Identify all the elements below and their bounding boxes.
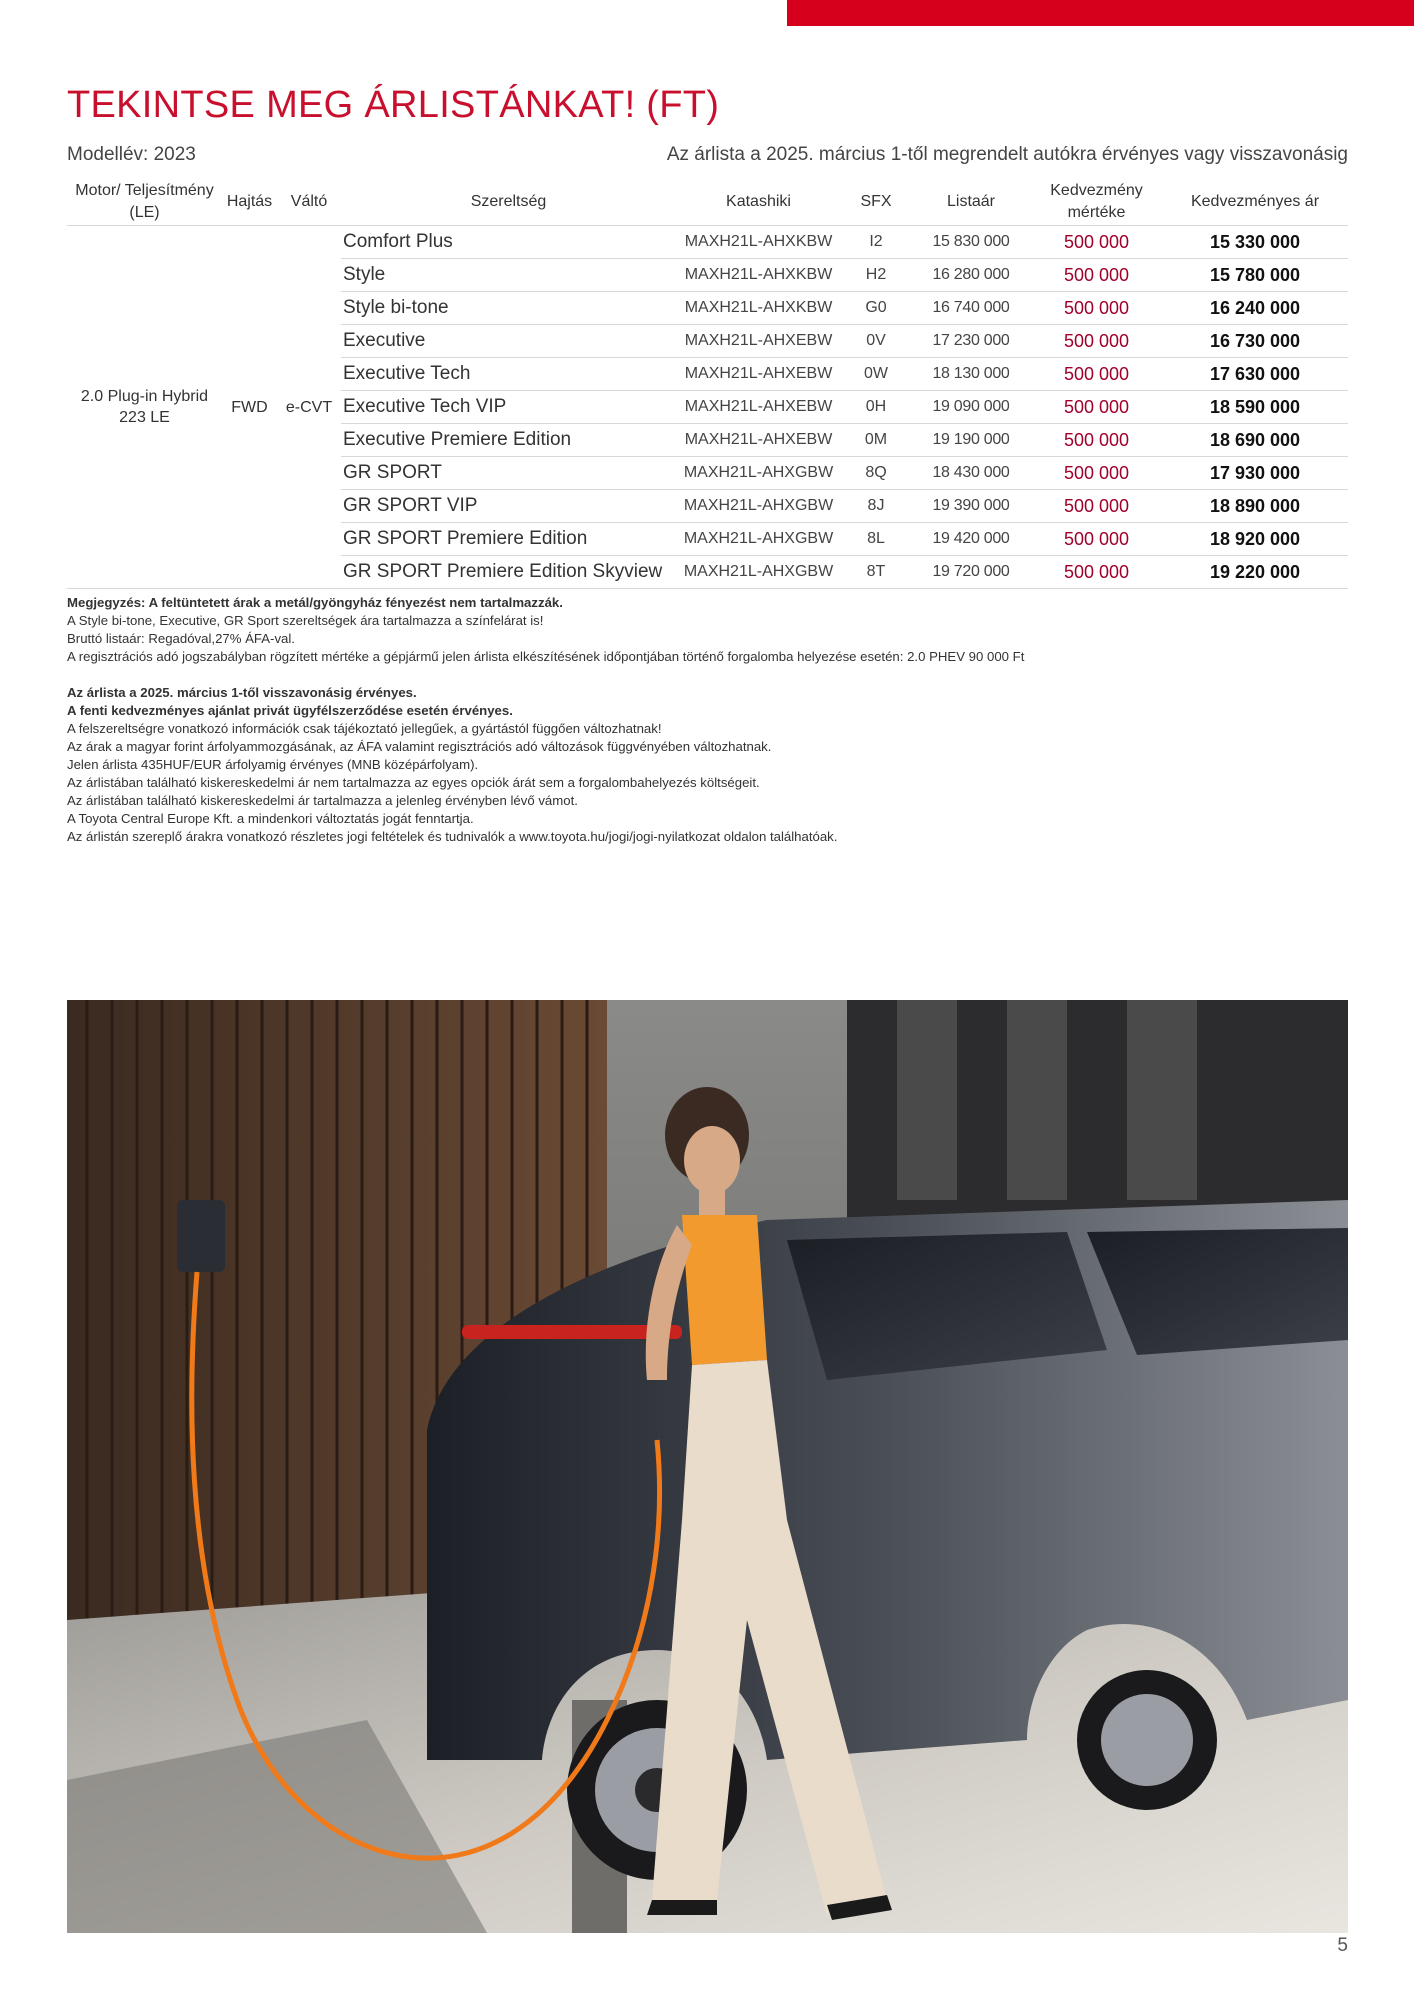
list-price-cell: 15 830 000 xyxy=(911,226,1031,259)
trim-cell: Executive Premiere Edition xyxy=(341,424,676,457)
list-price-cell: 16 280 000 xyxy=(911,259,1031,292)
final-price-cell: 19 220 000 xyxy=(1162,556,1348,589)
page-title: TEKINTSE MEG ÁRLISTÁNKAT! (FT) xyxy=(67,84,720,126)
katashiki-cell: MAXH21L-AHXKBW xyxy=(676,292,841,325)
katashiki-cell: MAXH21L-AHXGBW xyxy=(676,556,841,589)
notes-block-2 xyxy=(67,684,1348,846)
list-price-cell: 18 430 000 xyxy=(911,457,1031,490)
note-line: Az árlistán szereplő árakra vonatkozó részletes jogi feltételek és tudnivalók a www.toyota.hu/jogi/jogi-nyilatkozat oldalon találhatóak. xyxy=(67,829,838,844)
sfx-cell: 0H xyxy=(841,391,911,424)
note-line: A regisztrációs adó jogszabályban rögzített mértéke a gépjármű jelen árlista elkészítésének időpontjában történő forgalomba helyezése esetén: 2.0 PHEV 90 000 Ft xyxy=(67,649,1025,664)
notes-section xyxy=(67,594,1348,846)
col-transmission: Váltó xyxy=(277,178,341,226)
katashiki-cell: MAXH21L-AHXEBW xyxy=(676,325,841,358)
final-price-cell: 15 330 000 xyxy=(1162,226,1348,259)
trim-cell: Executive Tech xyxy=(341,358,676,391)
katashiki-cell: MAXH21L-AHXGBW xyxy=(676,457,841,490)
note-line: Az árak a magyar forint árfolyammozgásának, az ÁFA valamint regisztrációs adó változások függvényében változhatnak. xyxy=(67,739,772,754)
final-price-cell: 17 630 000 xyxy=(1162,358,1348,391)
list-price-cell: 16 740 000 xyxy=(911,292,1031,325)
discount-cell: 500 000 xyxy=(1031,523,1162,556)
notes-spacer xyxy=(67,666,1348,684)
col-list-price: Listaár xyxy=(911,178,1031,226)
col-discount: Kedvezmény mértéke xyxy=(1031,178,1162,226)
final-price-cell: 17 930 000 xyxy=(1162,457,1348,490)
note-line: Jelen árlista 435HUF/EUR árfolyamig érvényes (MNB középárfolyam). xyxy=(67,757,479,772)
katashiki-cell: MAXH21L-AHXKBW xyxy=(676,226,841,259)
note-line: Megjegyzés: A feltüntetett árak a metál/gyöngyház fényezést nem tartalmazzák. xyxy=(67,595,563,610)
page-number: 5 xyxy=(1337,1935,1348,1956)
list-price-cell: 19 390 000 xyxy=(911,490,1031,523)
col-katashiki: Katashiki xyxy=(676,178,841,226)
katashiki-cell: MAXH21L-AHXEBW xyxy=(676,424,841,457)
table-header-row xyxy=(67,178,1348,226)
meta-row xyxy=(67,144,1348,170)
note-line: A Style bi-tone, Executive, GR Sport szereltségek ára tartalmazza a színfelárat is! xyxy=(67,613,544,628)
validity-note: Az árlista a 2025. március 1-től megrendelt autókra érvényes vagy visszavonásig xyxy=(666,144,1348,165)
final-price-cell: 18 590 000 xyxy=(1162,391,1348,424)
final-price-cell: 16 240 000 xyxy=(1162,292,1348,325)
notes-block-1 xyxy=(67,594,1348,666)
final-price-cell: 18 920 000 xyxy=(1162,523,1348,556)
list-price-cell: 19 420 000 xyxy=(911,523,1031,556)
sfx-cell: 8L xyxy=(841,523,911,556)
top-accent-bar xyxy=(787,0,1414,26)
note-line: A fenti kedvezményes ajánlat privát ügyfélszerződése esetén érvényes. xyxy=(67,703,513,718)
discount-cell: 500 000 xyxy=(1031,556,1162,589)
drive-cell: FWD xyxy=(222,226,277,589)
trim-cell: Executive Tech VIP xyxy=(341,391,676,424)
price-table xyxy=(67,178,1348,589)
discount-cell: 500 000 xyxy=(1031,358,1162,391)
trim-cell: Comfort Plus xyxy=(341,226,676,259)
charging-scene-image xyxy=(67,1000,1348,1933)
note-line: Az árlistában található kiskereskedelmi ár tartalmazza a jelenleg érvényben lévő vámot. xyxy=(67,793,578,808)
katashiki-cell: MAXH21L-AHXEBW xyxy=(676,358,841,391)
list-price-cell: 18 130 000 xyxy=(911,358,1031,391)
list-price-cell: 19 090 000 xyxy=(911,391,1031,424)
note-line: Bruttó listaár: Regadóval,27% ÁFA-val. xyxy=(67,631,295,646)
katashiki-cell: MAXH21L-AHXGBW xyxy=(676,490,841,523)
trim-cell: Style xyxy=(341,259,676,292)
katashiki-cell: MAXH21L-AHXGBW xyxy=(676,523,841,556)
sfx-cell: I2 xyxy=(841,226,911,259)
sfx-cell: 0V xyxy=(841,325,911,358)
transmission-cell: e-CVT xyxy=(277,226,341,589)
sfx-cell: 8T xyxy=(841,556,911,589)
trim-cell: GR SPORT xyxy=(341,457,676,490)
table-body xyxy=(67,226,1348,589)
engine-cell: 2.0 Plug-in Hybrid 223 LE xyxy=(67,226,222,589)
discount-cell: 500 000 xyxy=(1031,226,1162,259)
trim-cell: Executive xyxy=(341,325,676,358)
final-price-cell: 15 780 000 xyxy=(1162,259,1348,292)
note-line: Az árlistában található kiskereskedelmi ár nem tartalmazza az egyes opciók árát sem a forgalombahelyezés költségeit. xyxy=(67,775,760,790)
discount-cell: 500 000 xyxy=(1031,457,1162,490)
trim-cell: Style bi-tone xyxy=(341,292,676,325)
sfx-cell: 0W xyxy=(841,358,911,391)
col-trim: Szereltség xyxy=(341,178,676,226)
sfx-cell: 0M xyxy=(841,424,911,457)
discount-cell: 500 000 xyxy=(1031,325,1162,358)
col-drive: Hajtás xyxy=(222,178,277,226)
table-row xyxy=(67,226,1348,259)
katashiki-cell: MAXH21L-AHXKBW xyxy=(676,259,841,292)
discount-cell: 500 000 xyxy=(1031,292,1162,325)
model-year: Modellév: 2023 xyxy=(67,144,196,165)
sfx-cell: 8Q xyxy=(841,457,911,490)
trim-cell: GR SPORT VIP xyxy=(341,490,676,523)
trim-cell: GR SPORT Premiere Edition xyxy=(341,523,676,556)
final-price-cell: 18 890 000 xyxy=(1162,490,1348,523)
discount-cell: 500 000 xyxy=(1031,259,1162,292)
hero-photo xyxy=(67,1000,1348,1933)
discount-cell: 500 000 xyxy=(1031,424,1162,457)
list-price-cell: 19 190 000 xyxy=(911,424,1031,457)
katashiki-cell: MAXH21L-AHXEBW xyxy=(676,391,841,424)
note-line: Az árlista a 2025. március 1-től visszavonásig érvényes. xyxy=(67,685,417,700)
discount-cell: 500 000 xyxy=(1031,490,1162,523)
note-line: A felszereltségre vonatkozó információk csak tájékoztató jellegűek, a gyártástól függően változhatnak! xyxy=(67,721,662,736)
final-price-cell: 16 730 000 xyxy=(1162,325,1348,358)
sfx-cell: 8J xyxy=(841,490,911,523)
sfx-cell: G0 xyxy=(841,292,911,325)
trim-cell: GR SPORT Premiere Edition Skyview xyxy=(341,556,676,589)
col-final-price: Kedvezményes ár xyxy=(1162,178,1348,226)
discount-cell: 500 000 xyxy=(1031,391,1162,424)
list-price-cell: 19 720 000 xyxy=(911,556,1031,589)
sfx-cell: H2 xyxy=(841,259,911,292)
final-price-cell: 18 690 000 xyxy=(1162,424,1348,457)
list-price-cell: 17 230 000 xyxy=(911,325,1031,358)
col-engine: Motor/ Teljesítmény (LE) xyxy=(67,178,222,226)
note-line: A Toyota Central Europe Kft. a mindenkori változtatás jogát fenntartja. xyxy=(67,811,474,826)
col-sfx: SFX xyxy=(841,178,911,226)
